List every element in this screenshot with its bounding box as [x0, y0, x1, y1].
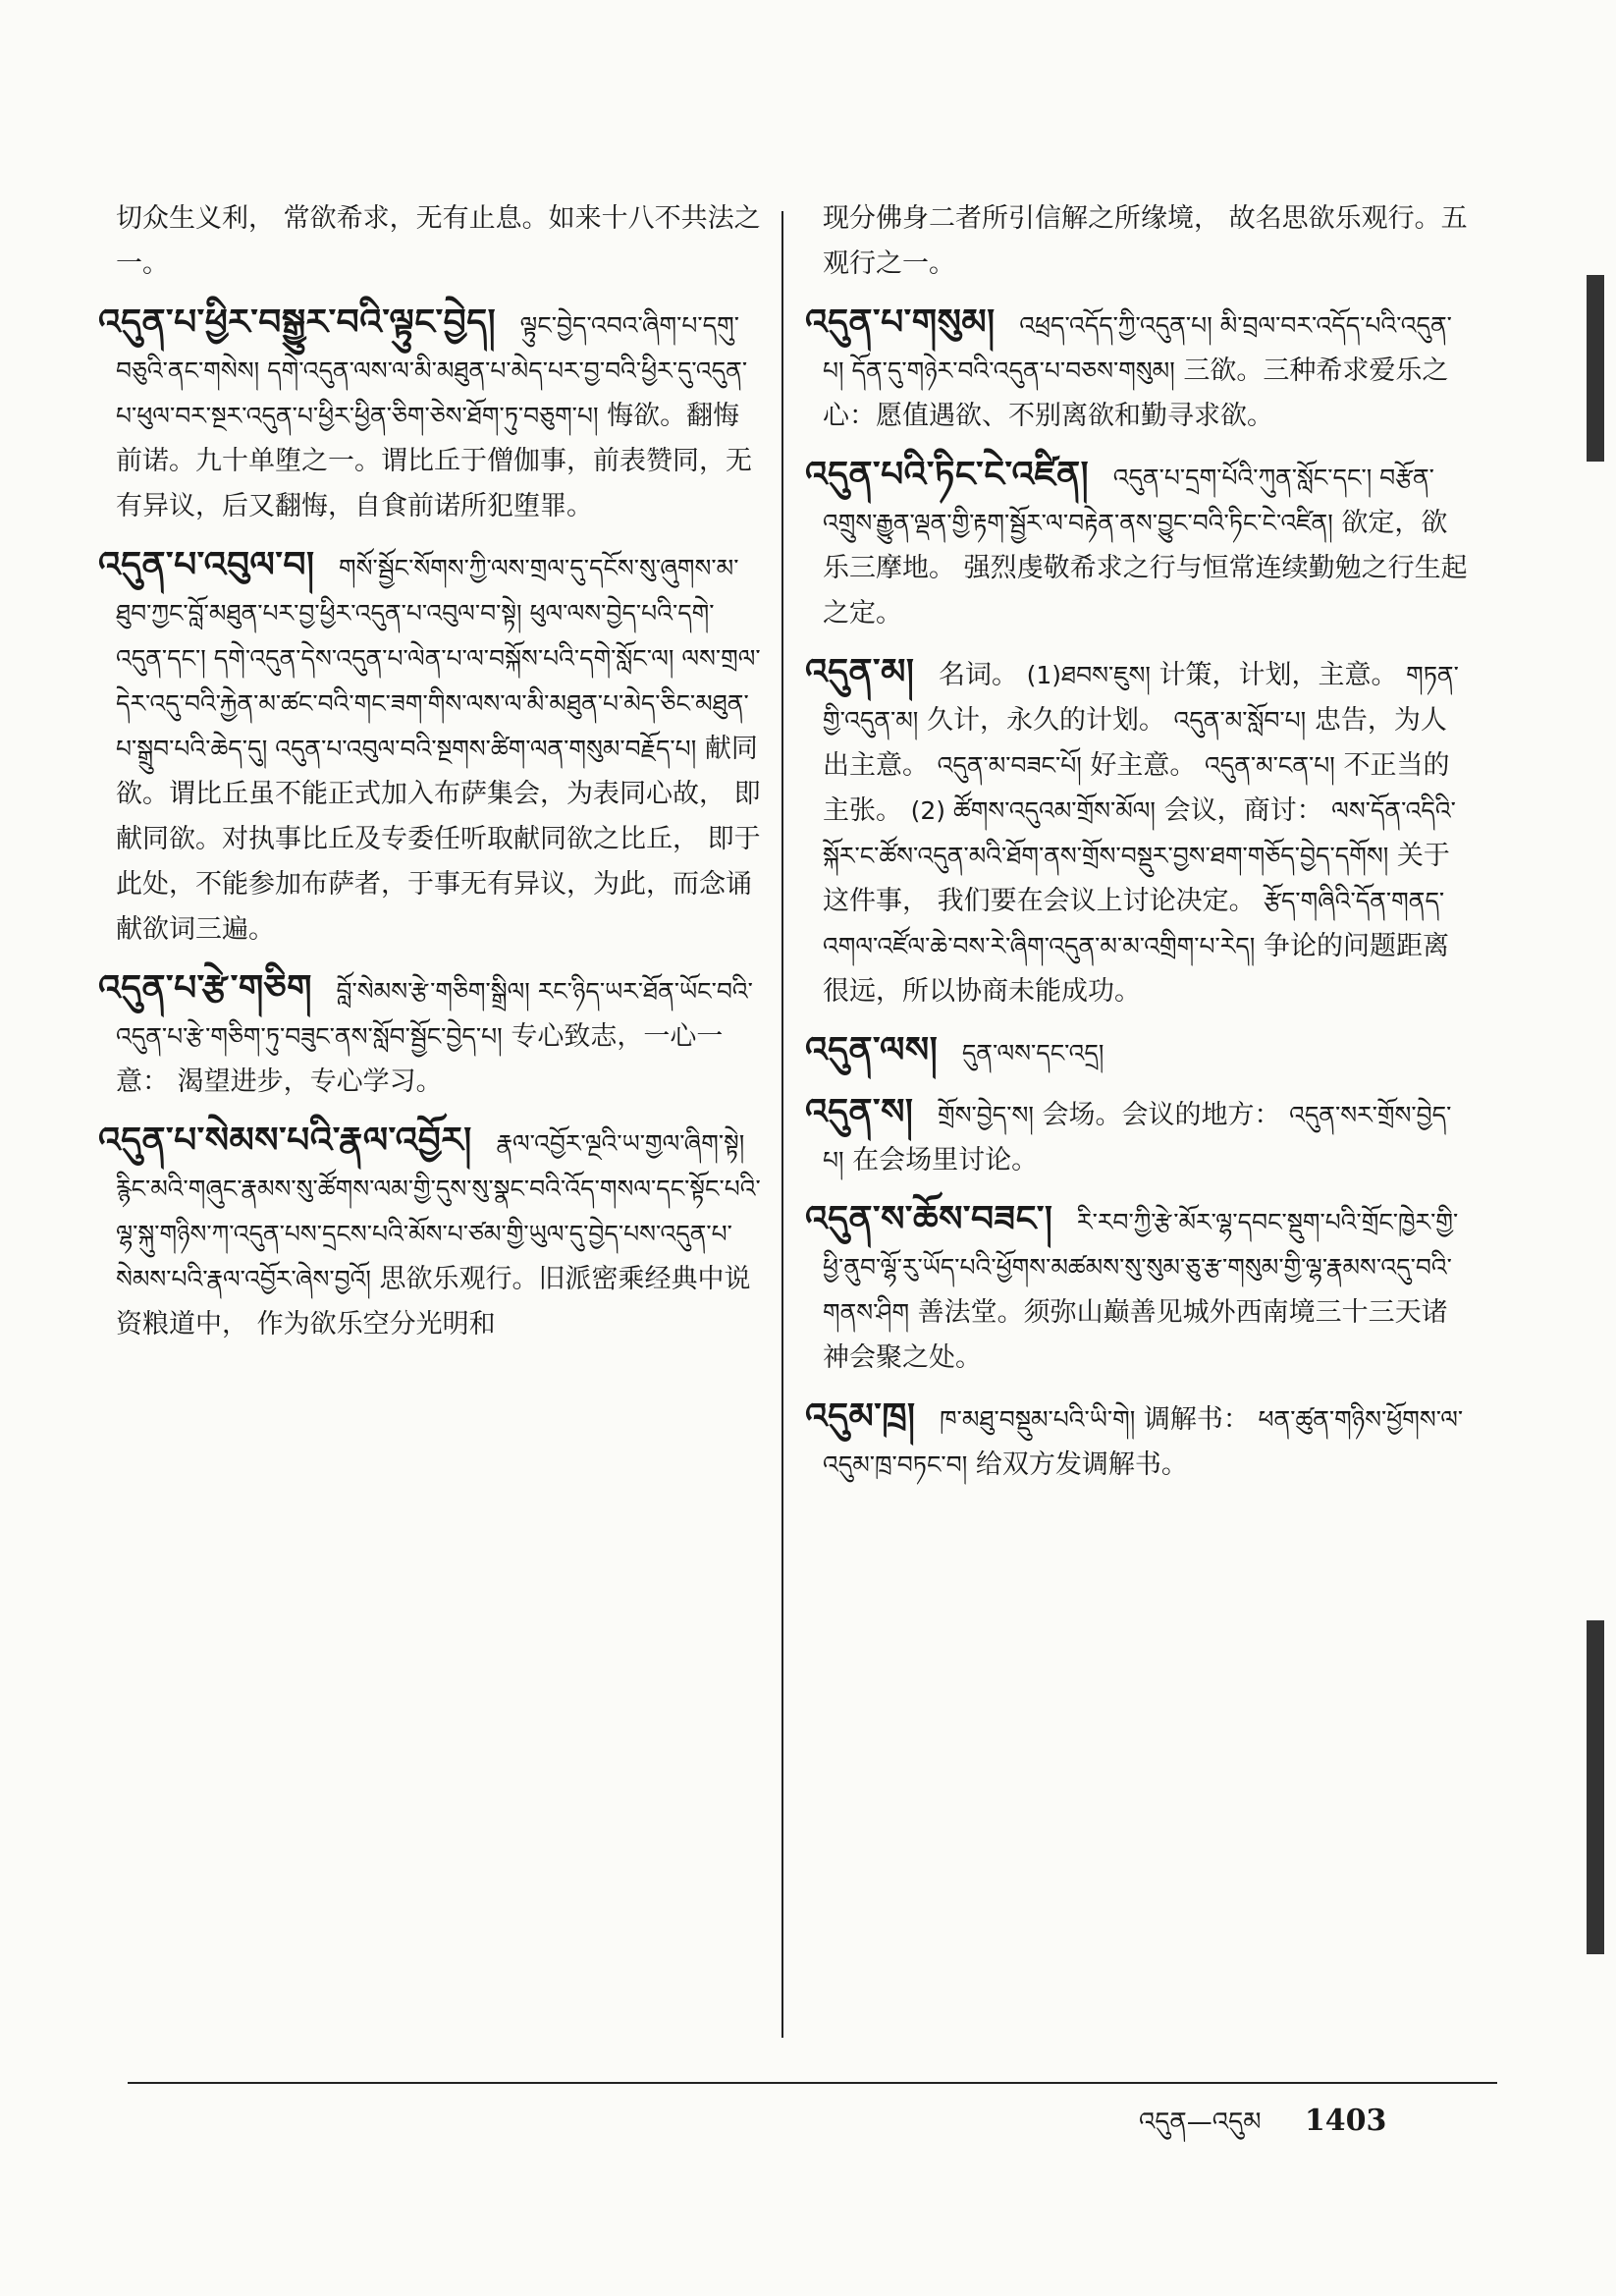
column-divider	[781, 211, 783, 2038]
tibetan-definition: ལྟུང་བྱེད་འབའ་ཞིག་པ་དགུ་བཅུའི་ནང་གསེས། དགེ་འདུན་ལས་ལ་མི་མཐུན་པ་མེད་པར་བྱ་བའི་ཕྱིར་དུ་འདུན་པ་ཕུལ་བར་སྔར་འདུན་པ་ཕྱིར་ཕྱིན་ཅིག་ཅེས་ཐོག་ཏུ་བཅུག་པ།	[116, 311, 748, 430]
entry-headword: འདུན་པ་གསུམ།	[805, 302, 996, 343]
dictionary-entry	[805, 453, 1471, 636]
example-tibetan: འདུན་མ་བཟང་པོ།	[937, 751, 1082, 780]
entry-headword: འདུན་པ་འབུལ་བ།	[98, 545, 315, 585]
example-chinese: 关于这件事， 我们要在会议上讨论决定。	[823, 841, 1450, 916]
tibetan-definition: འདུན་པ་དྲག་པོའི་ཀུན་སློང་དང་། བརྩོན་འགྲུས་རྒྱུན་ལྡན་གྱི་རྟག་སྦྱོར་ལ་བརྟེན་ནས་བྱུང་བའི་ཏིང་ངེ་འཛིན།	[823, 464, 1434, 537]
chinese-definition: 献同欲。谓比丘虽不能正式加入布萨集会，为表同心故， 即献同欲。对执事比丘及专委任听取献同欲之比丘， 即于此处，不能参加布萨者，于事无有异议，为此，而念诵献欲词三遍。	[116, 734, 761, 945]
dictionary-entry	[98, 966, 764, 1105]
entry-headword: འདུན་པ་རྩེ་གཅིག	[98, 968, 312, 1009]
tibetan-definition: རྣལ་འབྱོར་ལྔའི་ཡ་གྱལ་ཞིག་སྟེ། རྙིང་མའི་གཞུང་རྣམས་སུ་ཚོགས་ལམ་གྱི་དུས་སུ་སྣང་བའི་འོད་གསལ་དང་སྟོང་པའི་ལྷ་སྐུ་གཉིས་ཀ་འདུན་པས་དྲངས་པའི་མོས་པ་ཙམ་གྱི་ཡུལ་དུ་བྱེད་པས་འདུན་པ་སེམས་པའི་རྣལ་འབྱོར་ཞེས་བྱའོ།	[116, 1129, 761, 1293]
chinese-definition: 渴望进步，专心学习。	[177, 1066, 443, 1097]
dictionary-entry	[98, 543, 764, 953]
tibetan-definition: རི་རབ་ཀྱི་རྩེ་མོར་ལྷ་དབང་སྡུག་པའི་གྲོང་ཁྱེར་གྱི་ཕྱི་ནུབ་ལྷོ་རུ་ཡོད་པའི་ཕྱོགས་མཚམས་སུ་སུམ་ཅུ་རྩ་གསུམ་གྱི་ལྷ་རྣམས་འདུ་བའི་གནས་ཤིག	[823, 1208, 1459, 1327]
tibetan-definition: ཁ་མཐུ་བསྡུམ་པའི་ཡི་གེ།	[940, 1405, 1136, 1434]
dictionary-entry	[805, 301, 1471, 439]
example-chinese: 好主意。	[1090, 750, 1197, 781]
right-column	[805, 196, 1471, 1502]
continuation-chinese: 现分佛身二者所引信解之所缘境， 故名思欲乐观行。五观行之一。	[823, 203, 1468, 279]
headword-range: འདུན—འདུམ	[1139, 2107, 1262, 2137]
entry-headword: འདུན་མ།	[805, 652, 915, 692]
page-footer	[1139, 2094, 1386, 2165]
tibetan-definition: གསོ་སྦྱོང་སོགས་ཀྱི་ལས་གྲལ་དུ་དངོས་སུ་ཞུགས་མ་ཐུབ་ཀྱང་བློ་མཐུན་པར་བྱ་ཕྱིར་འདུན་པ་འབུལ་བ་སྟེ། ཕུལ་ལས་བྱེད་པའི་དགེ་འདུན་དང་། དགེ་འདུན་དེས་འདུན་པ་ལེན་པ་ལ་བསྐོས་པའི་དགེ་སློང་ལ། ལས་གྲལ་དེར་འདུ་བའི་རྐྱེན་མ་ཚང་བའི་གང་ཟག་གིས་ལས་ལ་མི་མཐུན་པ་མེད་ཅིང་མཐུན་པ་སྒྲུབ་པའི་ཆེད་དུ། འདུན་པ་འབུལ་བའི་སྔགས་ཚིག་ལན་གསུམ་བརྗོད་པ།	[116, 554, 761, 763]
continuation-text	[823, 196, 1471, 287]
dictionary-entry	[805, 1394, 1471, 1488]
dictionary-entry	[805, 1028, 1471, 1076]
chinese-definition: 欲定，欲乐三摩地。 强烈虔敬希求之行与恒常连续勤勉之行生起之定。	[823, 508, 1468, 629]
dictionary-entry	[98, 301, 764, 529]
chinese-definition: 思欲乐观行。旧派密乘经典中说资粮道中， 作为欲乐空分光明和	[116, 1264, 751, 1339]
scan-mark	[1587, 275, 1604, 462]
chinese-definition: 调解书：	[1143, 1404, 1250, 1435]
continuation-chinese: 切众生义利， 常欲希求，无有止息。如来十八不共法之一。	[116, 203, 761, 279]
example-tibetan: ལས་དོན་འདིའི་སྐོར་ང་ཚོས་འདུན་མའི་ཐོག་ནས་གྲོས་བསྡུར་བྱས་ཐག་གཅོད་བྱེད་དགོས།	[823, 796, 1456, 870]
example-tibetan: ཕན་ཚུན་གཉིས་ཕྱོགས་ལ་འདུམ་ཁྲ་བཏང་བ།	[823, 1405, 1464, 1479]
part-of-speech: 名词。	[938, 660, 1018, 690]
continuation-text	[116, 196, 764, 287]
dictionary-entry	[805, 1197, 1471, 1381]
entry-headword: འདུན་ས།	[805, 1092, 914, 1132]
dictionary-entry	[805, 650, 1471, 1014]
chinese-definition: 善法堂。须弥山巅善见城外西南境三十三天诸神会聚之处。	[823, 1297, 1448, 1373]
sense-2-tibetan: (2) ཚོགས་འདུའམ་གྲོས་མོལ།	[910, 796, 1156, 825]
sense-1-chinese: 计策，计划，主意。	[1158, 660, 1398, 690]
sense-2-chinese: 会议，商讨：	[1163, 795, 1323, 826]
scan-edge-marks	[1579, 59, 1608, 2278]
page-number: 1403	[1304, 2104, 1387, 2138]
entry-headword: འདུན་ལས།	[805, 1030, 939, 1070]
dictionary-entry	[98, 1119, 764, 1347]
sense-1-tibetan: (1)ཐབས་ཇུས།	[1026, 661, 1151, 689]
tibetan-definition: དུན་ལས་དང་འདྲ།	[961, 1039, 1104, 1067]
entry-headword: འདུན་པའི་ཏིང་ངེ་འཛིན།	[805, 455, 1090, 495]
dictionary-entry	[805, 1090, 1471, 1183]
example-tibetan: འདུན་སར་གྲོས་བྱེད་པ།	[823, 1101, 1452, 1175]
entry-headword: འདུན་པ་ཕྱིར་བསྒྱུར་བའི་ལྟུང་བྱེད།	[98, 302, 497, 343]
scan-mark	[1587, 1620, 1604, 1954]
example-chinese: 不正当的主张。	[823, 750, 1450, 826]
entry-headword: འདུན་པ་སེམས་པའི་རྣལ་འབྱོར།	[98, 1121, 472, 1161]
chinese-definition: 会场。会议的地方：	[1042, 1100, 1281, 1130]
footer-rule	[128, 2082, 1497, 2084]
left-column	[98, 196, 764, 1361]
example-chinese: 在会场里讨论。	[852, 1145, 1039, 1175]
example-chinese: 久计，永久的计划。	[926, 705, 1165, 736]
entry-headword: འདུན་ས་ཆོས་བཟང་།	[805, 1199, 1053, 1239]
example-tibetan: གཏན་གྱི་འདུན་མ།	[823, 661, 1459, 735]
example-chinese: 给双方发调解书。	[975, 1449, 1188, 1480]
chinese-definition: 三欲。三种希求爱乐之心：愿值遇欲、不别离欲和勤寻求欲。	[823, 355, 1449, 431]
tibetan-definition: བློ་སེམས་རྩེ་གཅིག་སྒྲིལ། རང་ཉིད་ཡར་ཐོན་ཡོང་བའི་འདུན་པ་རྩེ་གཅིག་ཏུ་བཟུང་ནས་སློབ་སྦྱོང་བྱེད་པ།	[116, 977, 753, 1051]
example-chinese: 忠告，为人出主意。	[823, 705, 1447, 781]
entry-headword: འདུམ་ཁྲ།	[805, 1396, 916, 1437]
example-tibetan: འདུན་མ་ངན་པ།	[1204, 751, 1335, 780]
chinese-definition: 悔欲。翻悔前诺。九十单堕之一。谓比丘于僧伽事，前表赞同，无有异议，后又翻悔，自食前诺所犯堕罪。	[116, 401, 752, 521]
tibetan-definition: འཕྲད་འདོད་ཀྱི་འདུན་པ། མི་བྲལ་བར་འདོད་པའི་འདུན་པ། དོན་དུ་གཉེར་བའི་འདུན་པ་བཅས་གསུམ།	[823, 311, 1452, 385]
example-chinese: 争论的问题距离很远，所以协商未能成功。	[823, 931, 1449, 1007]
example-tibetan: འདུན་མ་སློབ་པ།	[1173, 706, 1307, 735]
tibetan-definition: གྲོས་བྱེད་ས།	[937, 1101, 1034, 1129]
example-tibetan: རྩོད་གཞིའི་དོན་གནད་འགལ་འཛོལ་ཆེ་བས་རེ་ཞིག་འདུན་མ་མ་འགྲིག་པ་རེད།	[823, 887, 1445, 960]
chinese-gloss: 专心致志，一心一意：	[116, 1021, 724, 1097]
